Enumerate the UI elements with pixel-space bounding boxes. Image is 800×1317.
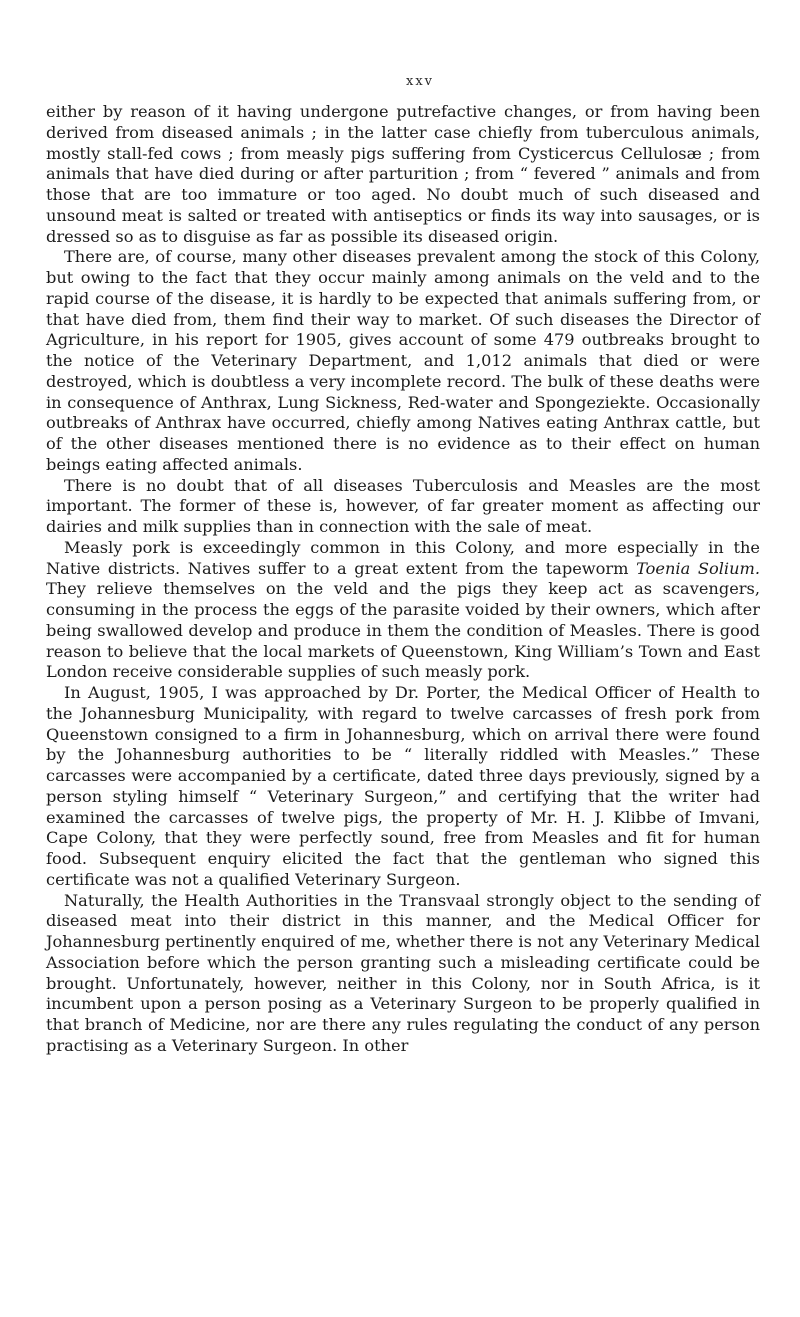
paragraph-1: either by reason of it having undergone putrefactive changes, or from having been derived from diseased animals ; in the latter case chiefly from tuberculous animals, mostly stall-fed cows ; from measly pigs suffering from Cysticercus Cellulosæ ; from animals that have died during or after parturition ; from “ fevered ” animals and from those that are too immature or too aged. No doubt much of such diseased and unsound meat is salted or treated with antiseptics or finds its way into sausages, or is dressed so as to disguise as far as possible its diseased origin. — [46, 102, 760, 246]
page-number — [0, 74, 800, 89]
paragraph-2: There are, of course, many other diseases prevalent among the stock of this Colony, but owing to the fact that they occur mainly among animals on the veld and to the rapid course of the disease, it is hardly to be expected that animals suffering from, or that have died from, them find their way to market. Of such diseases the Director of Agriculture, in his report for 1905, gives account of some 479 outbreaks brought to the notice of the Veterinary Department, and 1,012 animals that died or were destroyed, which is doubtless a very incomplete record. The bulk of these deaths were in consequence of Anthrax, Lung Sickness, Red-water and Spongeziekte. Occasionally outbreaks of Anthrax have occurred, chiefly among Natives eating Anthrax cattle, but of the other diseases mentioned there is no evidence as to their effect on human beings eating affected animals. — [46, 247, 760, 474]
paragraph-4-species-name: Toenia Solium. — [636, 558, 761, 578]
body-text — [46, 102, 760, 1057]
paragraph-6: Naturally, the Health Authorities in the Transvaal strongly object to the sending of diseased meat into their district in this manner, and the Medical Officer for Johannesburg pertinently enquired of me, whether there is not any Veterinary Medical Association before which the person granting such a misleading certificate could be brought. Unfortunately, however, neither in this Colony, nor in South Africa, is it incumbent upon a person posing as a Veterinary Surgeon to be properly qualified in that branch of Medicine, nor are there any rules regulating the conduct of any person practising as a Veterinary Surgeon. In other — [46, 890, 760, 1055]
paragraph-3: There is no doubt that of all diseases Tuberculosis and Measles are the most important. The former of these is, however, of far greater moment as affecting our dairies and milk supplies than in connection with the sale of meat. — [46, 475, 760, 536]
paragraph-4-text-b: They relieve themselves on the veld and the pigs they keep act as scavengers, consuming in the process the eggs of the parasite voided by their owners, which after being swallowed develop and produce in them the condition of Measles. There is good reason to believe that the local markets of Queenstown, King William’s Town and East London receive considerable supplies of such measly pork. — [46, 579, 760, 682]
paragraph-5: In August, 1905, I was approached by Dr. Porter, the Medical Officer of Health to the Johannesburg Municipality, with regard to twelve carcasses of fresh pork from Queenstown consigned to a firm in Johannesburg, which on arrival there were found by the Johannesburg authorities to be “ literally riddled with Measles.” These carcasses were accompanied by a certificate, dated three days previously, signed by a person styling himself “ Veterinary Surgeon,” and certifying that the writer had examined the carcasses of twelve pigs, the property of Mr. H. J. Klibbe of Imvani, Cape Colony, that they were perfectly sound, free from Measles and fit for human food. Subsequent enquiry elicited the fact that the gentleman who signed this certificate was not a qualified Veterinary Surgeon. — [46, 683, 760, 889]
page-number-text: xxv — [405, 74, 434, 89]
paragraph-4-text-a: Measly pork is exceedingly common in this Colony, and more especially in the Native districts. Natives suffer to a great extent from the tapeworm — [46, 537, 760, 578]
paragraph-4 — [46, 538, 760, 683]
